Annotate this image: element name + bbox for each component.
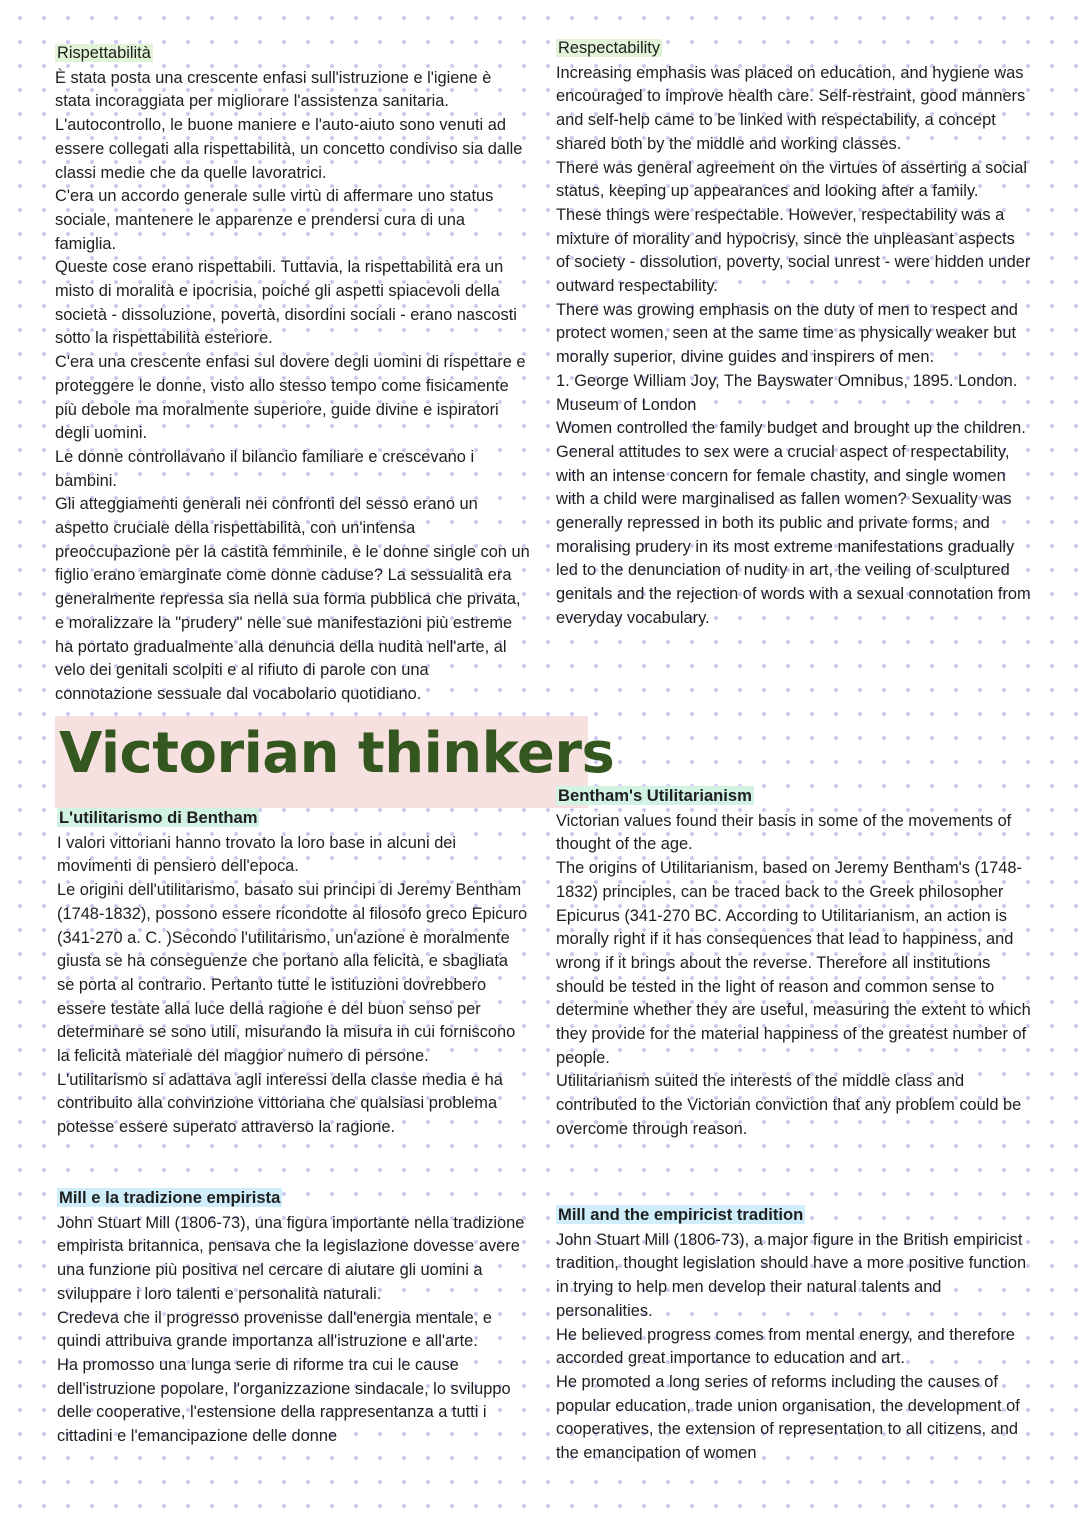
image-caption: 1. George William Joy, The Bayswater Omnibus, 1895. London. Museum of London — [556, 371, 1018, 414]
paragraph: He promoted a long series of reforms including the causes of popular education, trade union organisation, the development of cooperatives, the extension of representation to all citizens, and the emancipation of women — [556, 1372, 1020, 1463]
paragraph: John Stuart Mill (1806-73), a major figure in the British empiricist tradition, thought legislation should have a more positive function in trying to help men develop their natural talents and personalities. — [556, 1230, 1027, 1320]
paragraph: There was general agreement on the virtues of asserting a social status, keeping up appearances and looking after a family. — [556, 158, 1028, 201]
paragraph: L'autocontrollo, le buone maniere e l'auto-aiuto sono venuti ad essere collegati alla rispettabilità, un concetto condiviso sia dalle classi medie che da quelle lavoratrici. — [55, 116, 523, 182]
left-bottom-column — [57, 1186, 529, 1449]
paragraph: È stata posta una crescente enfasi sull'istruzione e l'igiene è stata incoraggiata per migliorare l'assistenza sanitaria. — [55, 68, 492, 111]
paragraph: He believed progress comes from mental energy, and therefore accorded great importance to education and art. — [556, 1325, 1015, 1368]
paragraph: Gli atteggiamenti generali nei confronti del sesso erano un aspetto cruciale della rispettabilità, con un'intensa preoccupazione per la castità femminile, e le donne single con un figlio erano emarginate come donne caduse? La sessualità era generalmente repressa sia nella sua forma pubblica che privata, e moralizzare la "prudery" nelle sue manifestazioni più estreme ha portato gradualmente alla denuncia della nudità nell'arte, al velo dei genitali scolpiti e al rifiuto di parole con una connotazione sessuale dal vocabolario quotidiano. — [55, 495, 530, 703]
right-bottom-column — [556, 1203, 1036, 1466]
paragraph: These things were respectable. However, respectability was a mixture of morality and hypocrisy, since the unpleasant aspects of society - dissolution, poverty, social unrest - were hidden under outward respectability. — [556, 205, 1031, 296]
paragraph: Le donne controllavano il bilancio familiare e crescevano i bambini. — [55, 447, 475, 490]
paragraph: Queste cose erano rispettabili. Tuttavia, la rispettabilità era un misto di moralità e ipocrisia, poiché gli aspetti spiacevoli della società - dissoluzione, povertà, disordini sociali - erano nascosti sotto la rispettabilità esteriore. — [55, 258, 517, 348]
paragraph: Victorian values found their basis in some of the movements of thought of the age. — [556, 811, 1012, 854]
paragraph: I valori vittoriani hanno trovato la loro base in alcuni dei movimenti di pensiero dell'epoca. — [57, 833, 457, 876]
section-heading-rispettabilita: Rispettabilità — [57, 44, 151, 62]
paragraph: Le origini dell'utilitarismo, basato sui principi di Jeremy Bentham (1748-1832), possono essere ricondotte al filosofo greco Epicuro (341-270 a. C. )Secondo l'utilitarismo, un'azione è moralmente giusta se ha conseguenze che portano alla felicità, e sbagliata se porta al contrario. Pertanto tutte le istituzioni dovrebbero essere testate alla luce della ragione e del buon senso per determinare se sono utili, misurando la misura in cui forniscono la felicità materiale del maggior numero di persone. — [57, 881, 528, 1066]
paragraph: L'utilitarismo si adattava agli interessi della classe media e ha contribuito alla convinzione vittoriana che qualsiasi problema potesse essere superato attraverso la ragione. — [57, 1070, 503, 1137]
left-top-column — [55, 42, 530, 707]
paragraph: Credeva che il progresso provenisse dall'energia mentale, e quindi attribuiva grande importanza all'istruzione e all'arte. — [57, 1308, 492, 1351]
right-top-column — [556, 37, 1031, 631]
section-heading-utilitarianism: Bentham's Utilitarianism — [558, 786, 752, 805]
section-heading-utilitarismo: L'utilitarismo di Bentham — [59, 808, 258, 827]
paragraph: The origins of Utilitarianism, based on Jeremy Bentham's (1748-1832) principles, can be traced back to the Greek philosopher Epicurus (341-270 BC. According to Utilitarianism, an action is morally right if it has consequences that lead to happiness, and wrong if it brings about the reverse. Therefore all institutions should be tested in the light of reason and common sense to determine whether they are useful, measuring the extent to which they provide for the material happiness of the greatest number of people. — [556, 859, 1031, 1067]
title-highlight — [55, 716, 615, 808]
paragraph: General attitudes to sex were a crucial aspect of respectability, with an intense concern for female chastity, and single women with a child were marginalised as fallen women? Sexuality was generally repressed in both its public and private forms, and moralising prudery in its most extreme manifestations gradually led to the denunciation of nudity in art, the veiling of sculptured genitals and the rejection of words with a sexual connotation from everyday vocabulary. — [556, 442, 1031, 627]
section-heading-respectability: Respectability — [558, 39, 661, 57]
paragraph: C'era una crescente enfasi sul dovere degli uomini di rispettare e proteggere le donne, visto allo stesso tempo come fisicamente più debole ma moralmente superiore, guide divine e ispiratori degli uomini. — [55, 353, 526, 443]
paragraph: Increasing emphasis was placed on education, and hygiene was encouraged to improve health care. Self-restraint, good manners and self-help came to be linked with respectability, a concept shared both by the middle and working classes. — [556, 63, 1026, 153]
paragraph: John Stuart Mill (1806-73), una figura importante nella tradizione empirista britannica, pensava che la legislazione dovesse avere una funzione più positiva nel cercare di aiutare gli uomini a sviluppare i loro talenti e personalità naturali. — [57, 1213, 525, 1303]
paragraph: C'era un accordo generale sulle virtù di affermare uno status sociale, mantenere le apparenze e prendersi cura di una famiglia. — [55, 187, 494, 253]
paragraph: There was growing emphasis on the duty of men to respect and protect women, seen at the same time as physically weaker but morally superior, divine guides and inspirers of men. — [556, 300, 1018, 367]
section-heading-mill-empiricist: Mill and the empiricist tradition — [558, 1205, 804, 1224]
paragraph: Ha promosso una lunga serie di riforme tra cui le cause dell'istruzione popolare, l'organizzazione sindacale, lo sviluppo delle cooperative, l'estensione della rappresentanza a tutti i cittadini e l'emancipazione delle donne — [57, 1355, 511, 1446]
right-mid-column — [556, 784, 1034, 1142]
paragraph: Women controlled the family budget and brought up the children. — [556, 419, 1026, 438]
page-title: Victorian thinkers — [59, 721, 615, 786]
paragraph: Utilitarianism suited the interests of the middle class and contributed to the Victorian conviction that any problem could be overcome through reason. — [556, 1072, 1022, 1138]
left-mid-column — [57, 806, 529, 1140]
section-heading-mill-empirista: Mill e la tradizione empirista — [59, 1188, 281, 1207]
